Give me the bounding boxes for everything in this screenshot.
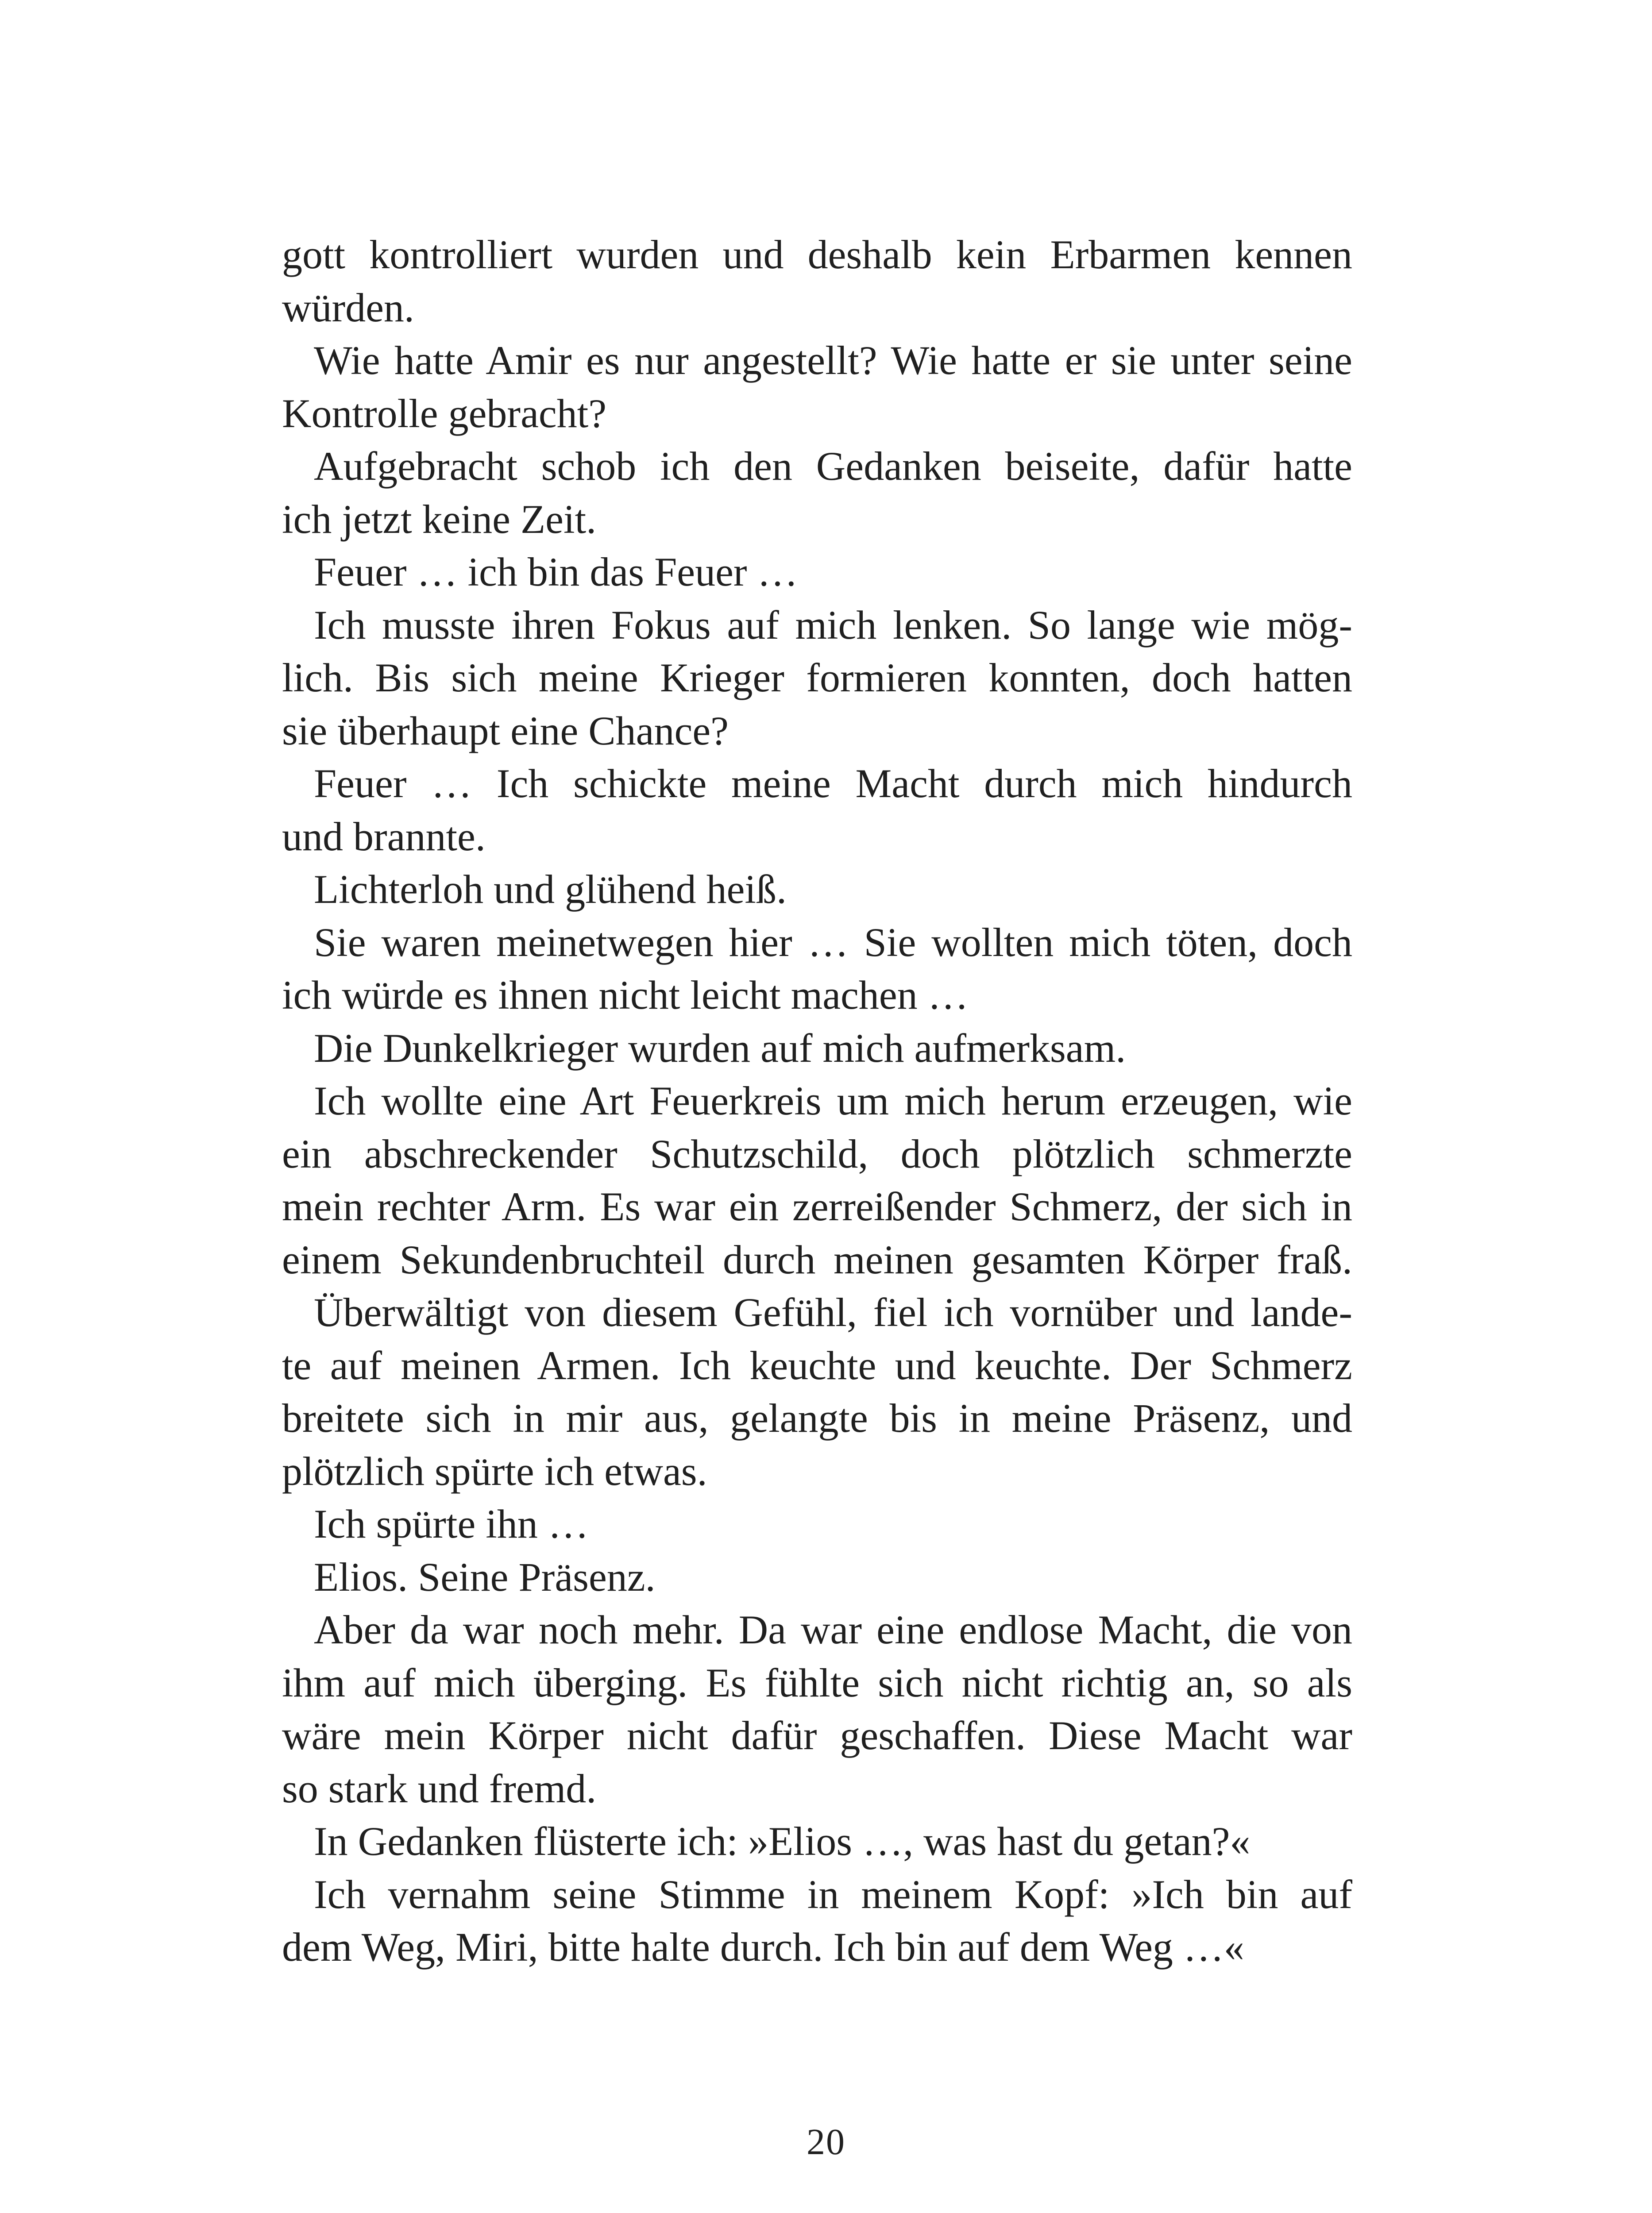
text-line: Feuer … Ich schickte meine Macht durch mich hindurch	[314, 761, 1352, 806]
text-line: ihm auf mich überging. Es fühlte sich nicht richtig an, so als	[282, 1660, 1352, 1705]
body-text	[282, 228, 1352, 1974]
text-line: te auf meinen Armen. Ich keuchte und keuchte. Der Schmerz	[282, 1342, 1352, 1388]
text-line: wäre mein Körper nicht dafür geschaffen. Diese Macht war	[282, 1713, 1352, 1758]
text-line: Sie waren meinetwegen hier … Sie wollten mich töten, doch	[314, 919, 1352, 965]
text-line: Ich musste ihren Fokus auf mich lenken. So lange wie mög-	[314, 602, 1352, 648]
text-line: Überwältigt von diesem Gefühl, fiel ich vornüber und lande-	[314, 1290, 1352, 1335]
text-line: würden.	[282, 285, 414, 330]
text-line: plötzlich spürte ich etwas.	[282, 1448, 707, 1494]
text-line: Aufgebracht schob ich den Gedanken beiseite, dafür hatte	[314, 443, 1352, 489]
text-line: Elios. Seine Präsenz.	[314, 1554, 656, 1600]
text-line: Aber da war noch mehr. Da war eine endlose Macht, die von	[314, 1607, 1352, 1652]
text-line: Kontrolle gebracht?	[282, 390, 607, 436]
text-line: breitete sich in mir aus, gelangte bis in meine Präsenz, und	[282, 1396, 1352, 1441]
page-number: 20	[807, 2121, 845, 2163]
text-line: lich. Bis sich meine Krieger formieren konnten, doch hatten	[282, 655, 1352, 700]
text-line: Feuer … ich bin das Feuer …	[314, 549, 798, 594]
text-line: mein rechter Arm. Es war ein zerreißender Schmerz, der sich in	[282, 1184, 1352, 1229]
text-line: Ich wollte eine Art Feuerkreis um mich herum erzeugen, wie	[314, 1078, 1352, 1123]
text-line: so stark und fremd.	[282, 1766, 597, 1811]
text-line: Wie hatte Amir es nur angestellt? Wie hatte er sie unter seine	[314, 338, 1352, 383]
text-line: dem Weg, Miri, bitte halte durch. Ich bin auf dem Weg …«	[282, 1924, 1244, 1970]
text-line: und brannte.	[282, 813, 486, 859]
text-line: ich jetzt keine Zeit.	[282, 496, 597, 542]
text-line: ich würde es ihnen nicht leicht machen …	[282, 972, 969, 1018]
text-line: Ich spürte ihn …	[314, 1501, 589, 1546]
text-line: Ich vernahm seine Stimme in meinem Kopf: »Ich bin auf	[314, 1871, 1352, 1917]
text-line: Lichterloh und glühend heiß.	[314, 867, 787, 912]
text-line: Die Dunkelkrieger wurden auf mich aufmerksam.	[314, 1025, 1126, 1071]
text-line: einem Sekundenbruchteil durch meinen gesamten Körper fraß.	[282, 1237, 1352, 1282]
text-line: ein abschreckender Schutzschild, doch plötzlich schmerzte	[282, 1131, 1352, 1176]
text-line: In Gedanken flüsterte ich: »Elios …, was hast du getan?«	[314, 1819, 1251, 1864]
text-line: sie überhaupt eine Chance?	[282, 708, 729, 753]
text-line: gott kontrolliert wurden und deshalb kein Erbarmen kennen	[282, 232, 1352, 277]
